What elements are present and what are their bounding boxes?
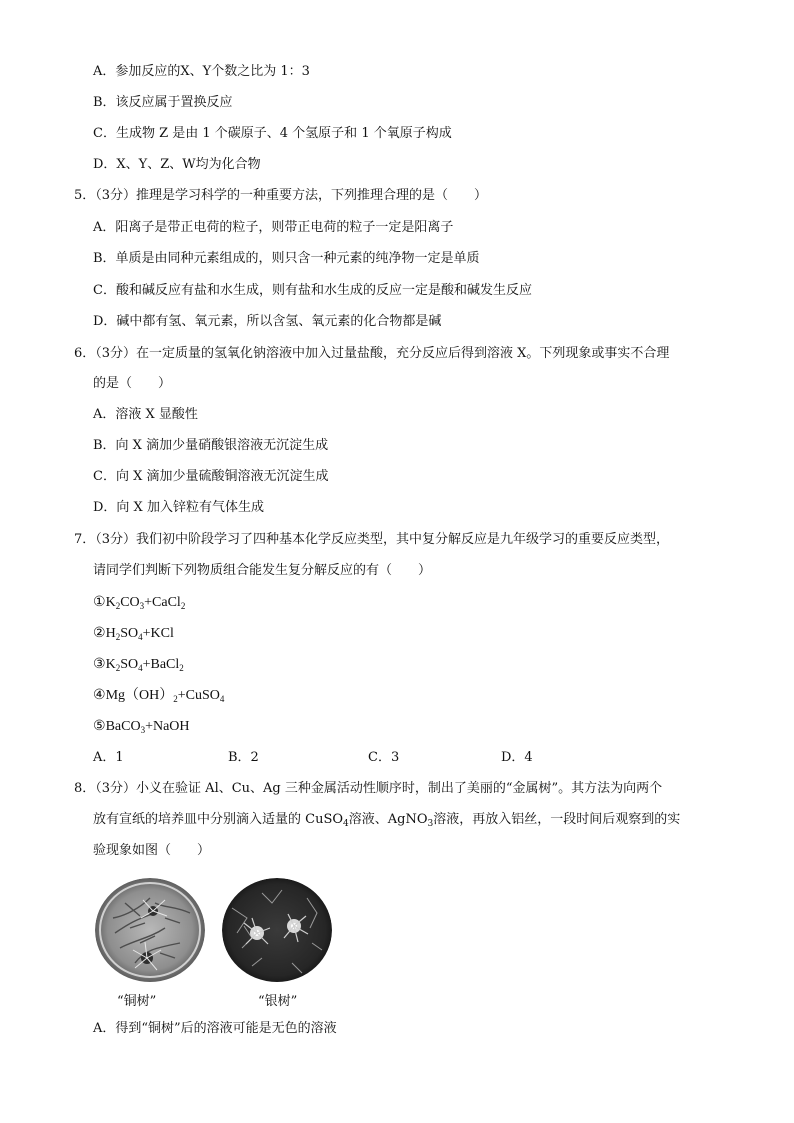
q6-option-a: A．溶液 X 显酸性 <box>93 407 198 422</box>
q4-option-d: D．X、Y、Z、W均为化合物 <box>93 157 261 172</box>
subscript: 2 <box>179 663 184 673</box>
q6-stem-line2: 的是（ ） <box>93 376 172 391</box>
q6-option-d: D．向 X 加入锌粒有气体生成 <box>93 500 264 515</box>
item-number: ① <box>93 595 106 610</box>
item-number: ② <box>93 626 106 641</box>
subscript: 2 <box>173 694 178 704</box>
formula-part: SO <box>120 657 139 672</box>
q7-item-5 <box>93 718 190 739</box>
subscript: 2 <box>115 601 121 611</box>
q7-option-a: A．1 <box>93 750 124 765</box>
formula-part: +BaCl <box>142 657 180 672</box>
q7-stem-line2: 请同学们判断下列物质组合能发生复分解反应的有（ ） <box>93 563 432 578</box>
q5-option-a: A．阳离子是带正电荷的粒子，则带正电荷的粒子一定是阳离子 <box>93 220 454 235</box>
item-number: ③ <box>93 657 106 672</box>
formula-part: +CaCl <box>144 595 181 610</box>
q7-item-4 <box>93 687 224 708</box>
q8-stem-line1: 8．（3分）小义在验证 Al、Cu、Ag 三种金属活动性顺序时，制出了美丽的“金属树”。其方法为向两个 <box>74 781 663 796</box>
stem-part: 溶液，再放入铝丝，一段时间后观察到的实 <box>433 812 681 827</box>
copper-tree-photo <box>95 878 205 983</box>
copper-tree-image <box>95 878 205 983</box>
formula-part: SO <box>120 626 139 641</box>
subscript: 4 <box>343 819 349 829</box>
formula-part: CO <box>120 595 140 610</box>
subscript: 4 <box>219 694 225 704</box>
silver-tree-image <box>222 878 332 983</box>
subscript: 4 <box>138 663 143 673</box>
subscript: 3 <box>427 819 434 829</box>
q7-option-b: B．2 <box>228 750 259 765</box>
q7-option-c: C．3 <box>368 750 400 765</box>
silver-tree-caption: “银树” <box>258 994 298 1009</box>
q8-option-a: A．得到“铜树”后的溶液可能是无色的溶液 <box>93 1021 337 1036</box>
formula-part: Mg（OH） <box>105 688 174 703</box>
subscript: 3 <box>139 601 145 611</box>
subscript: 3 <box>140 725 146 735</box>
subscript: 2 <box>115 663 121 673</box>
q5-option-c: C．酸和碱反应有盐和水生成，则有盐和水生成的反应一定是酸和碱发生反应 <box>93 283 532 298</box>
q5-stem: 5．（3分）推理是学习科学的一种重要方法，下列推理合理的是（ ） <box>74 188 488 203</box>
formula-part: K <box>105 657 116 672</box>
q5-option-b: B．单质是由同种元素组成的，则只含一种元素的纯净物一定是单质 <box>93 251 480 266</box>
q7-option-d: D．4 <box>501 750 533 765</box>
subscript: 4 <box>138 632 143 642</box>
formula-part: +NaOH <box>145 719 190 734</box>
q7-item-3 <box>93 656 184 677</box>
item-number: ⑤ <box>93 719 106 734</box>
item-number: ④ <box>93 688 106 703</box>
q7-item-2 <box>93 625 174 646</box>
q8-stem-line3: 验现象如图（ ） <box>93 843 211 858</box>
q4-option-a: A．参加反应的X、Y个数之比为 1：3 <box>93 64 310 79</box>
silver-tree-photo <box>222 878 332 983</box>
q5-option-d: D．碱中都有氢、氧元素，所以含氢、氧元素的化合物都是碱 <box>93 314 442 329</box>
q6-stem-line1: 6．（3分）在一定质量的氢氧化钠溶液中加入过量盐酸，充分反应后得到溶液 X。下列现象或事实不合理 <box>74 346 670 361</box>
q4-option-b: B．该反应属于置换反应 <box>93 95 233 110</box>
q7-item-1 <box>93 594 185 615</box>
formula-part: BaCO <box>105 719 141 734</box>
formula-part: K <box>105 595 116 610</box>
formula-part: +KCl <box>142 626 174 641</box>
subscript: 2 <box>180 601 186 611</box>
copper-tree-caption: “铜树” <box>117 994 157 1009</box>
q6-option-b: B．向 X 滴加少量硝酸银溶液无沉淀生成 <box>93 438 329 453</box>
q6-option-c: C．向 X 滴加少量硫酸铜溶液无沉淀生成 <box>93 469 329 484</box>
q7-stem-line1: 7．（3分）我们初中阶段学习了四种基本化学反应类型，其中复分解反应是九年级学习的重要反应类型， <box>74 532 670 547</box>
formula-part: +CuSO <box>177 688 220 703</box>
stem-part: 溶液、AgNO <box>348 812 428 827</box>
q8-stem-line2 <box>93 811 680 833</box>
q4-option-c: C．生成物 Z 是由 1 个碳原子、4 个氢原子和 1 个氧原子构成 <box>93 126 452 141</box>
stem-part: 放有宣纸的培养皿中分别滴入适量的 CuSO <box>93 812 344 827</box>
formula-part: H <box>105 626 116 641</box>
subscript: 2 <box>115 632 121 642</box>
